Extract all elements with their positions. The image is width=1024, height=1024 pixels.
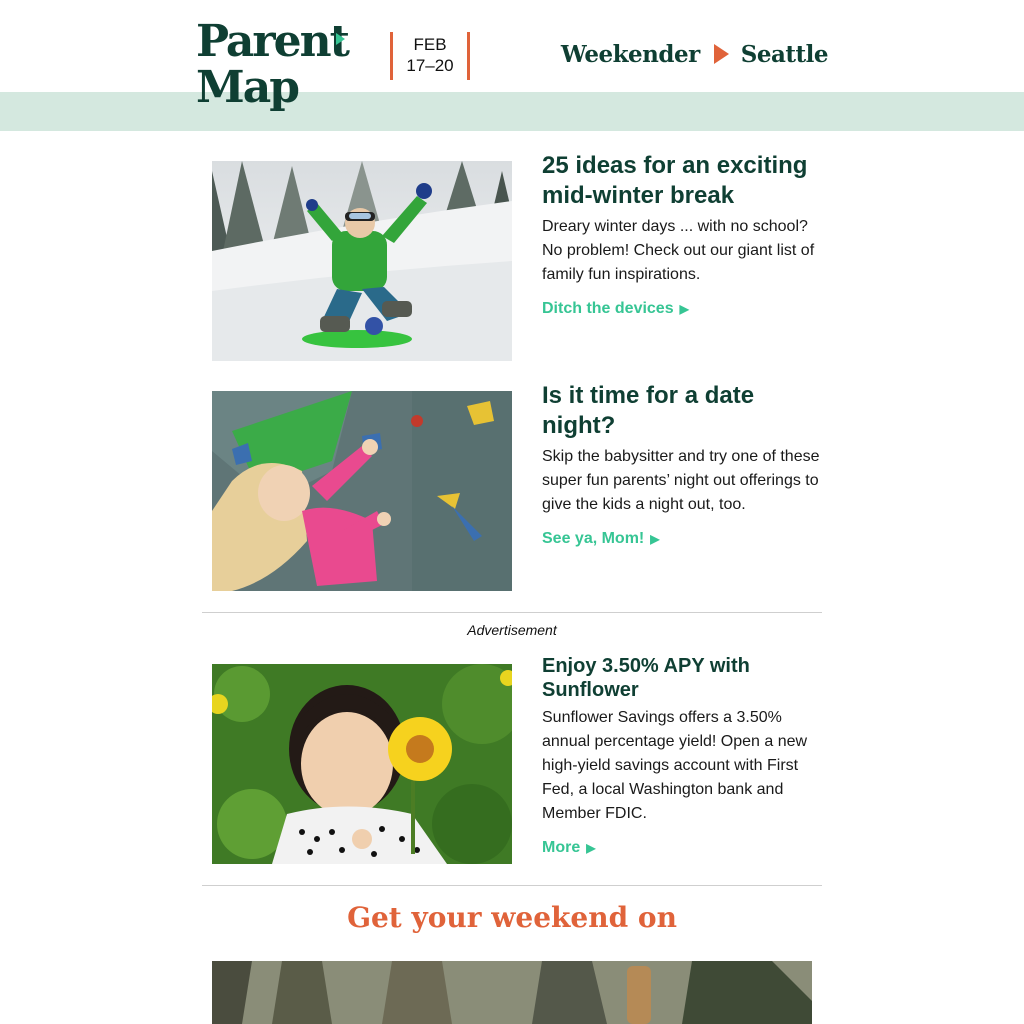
ad-title[interactable]: Enjoy 3.50% APY with Sunflower — [542, 655, 750, 701]
story-card-winter-break — [212, 152, 822, 361]
logo-triangle-icon — [336, 33, 345, 45]
story-body: Skip the babysitter and try one of these super fun parents’ night out offerings to give the kids a night out, too. — [542, 448, 820, 513]
ad-card-sunflower — [212, 655, 822, 864]
logo-text-map: Map — [196, 62, 298, 113]
story-title[interactable]: Is it time for a date night? — [542, 382, 755, 439]
section-title: Get your weekend on — [347, 901, 677, 934]
issue-date-range: 17–20 — [406, 56, 454, 75]
parentmap-logo[interactable] — [196, 12, 356, 124]
story-text — [542, 382, 827, 551]
arrow-right-icon: ▶ — [650, 532, 660, 546]
story-image-climbing[interactable] — [212, 391, 512, 591]
advertisement-label: Advertisement — [467, 622, 557, 638]
logo-text-parent: Parent — [196, 16, 348, 67]
weekend-feature-image[interactable] — [212, 961, 812, 1024]
header — [0, 0, 1024, 113]
divider — [202, 885, 822, 886]
story-body: Dreary winter days ... with no school? No problem! Check out our giant list of family fun inspirations. — [542, 218, 815, 283]
ditch-the-devices-link[interactable] — [542, 297, 827, 321]
issue-date — [390, 32, 470, 80]
see-ya-mom-link[interactable] — [542, 527, 827, 551]
story-text — [542, 152, 827, 321]
cta-label: See ya, Mom! — [542, 530, 645, 547]
story-image-sledding[interactable] — [212, 161, 512, 361]
newsletter-city: Seattle — [740, 41, 828, 68]
header-band — [0, 92, 1024, 131]
arrow-right-icon: ▶ — [679, 302, 689, 316]
issue-date-month: FEB — [413, 35, 447, 54]
cta-label: More — [542, 839, 581, 856]
story-card-date-night — [212, 382, 822, 591]
more-link[interactable] — [542, 836, 827, 860]
story-title[interactable]: 25 ideas for an exciting mid-winter break — [542, 152, 808, 209]
ad-image-sunflower[interactable] — [212, 664, 512, 864]
arrow-right-icon: ▶ — [586, 841, 596, 855]
divider — [202, 612, 822, 613]
newsletter-name — [561, 40, 828, 70]
ad-body: Sunflower Savings offers a 3.50% annual percentage yield! Open a new high-yield savings account with First Fed, a local Washington bank and Member FDIC. — [542, 709, 808, 822]
newsletter-title: Weekender — [560, 41, 700, 68]
play-triangle-icon — [714, 44, 729, 64]
ad-text — [542, 655, 827, 860]
cta-label: Ditch the devices — [542, 300, 674, 317]
